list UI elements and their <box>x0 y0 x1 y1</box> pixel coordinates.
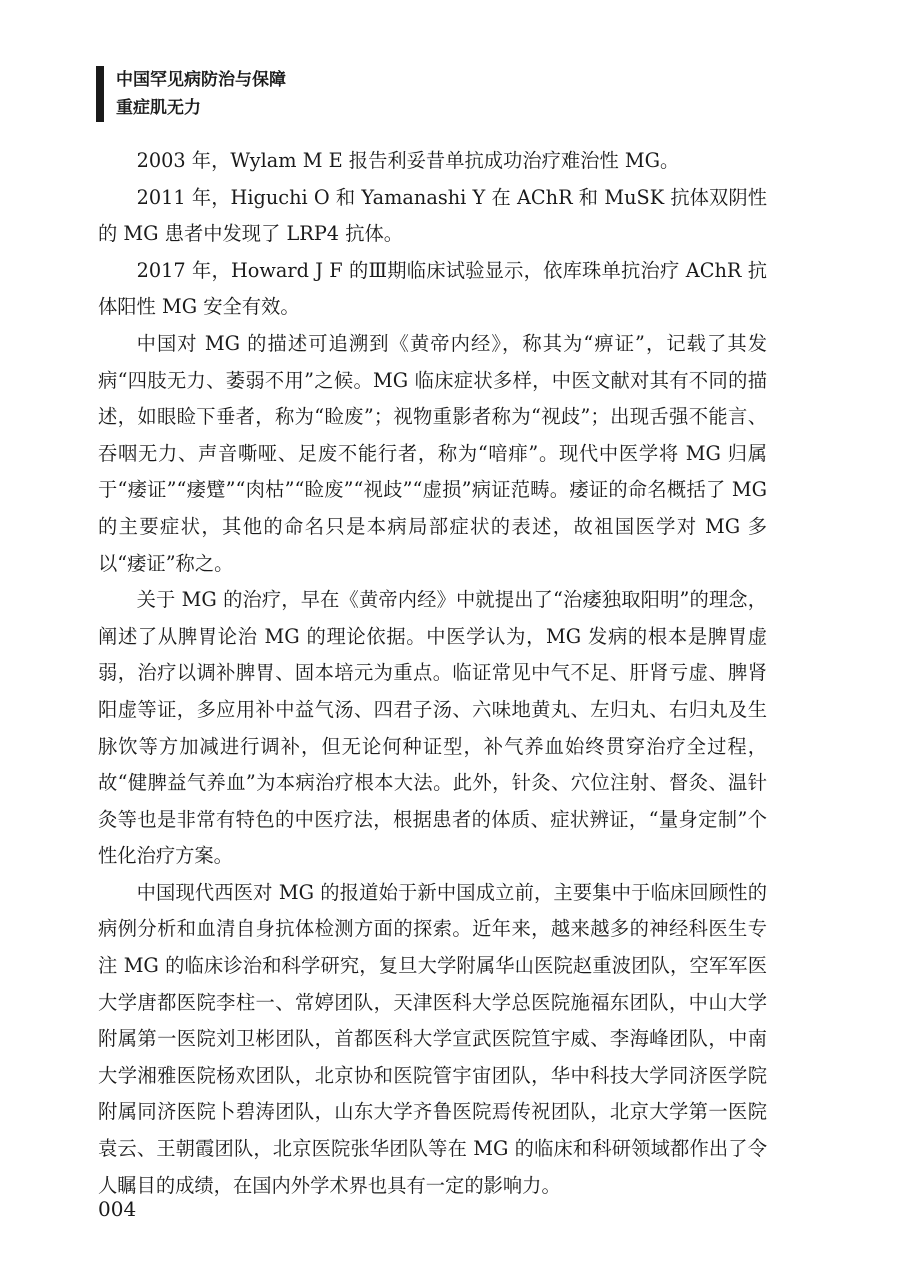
paragraph-2017: 2017 年，Howard J F 的Ⅲ期临床试验显示，依库珠单抗治疗 AChR 抗体阳性 MG 安全有效。 <box>98 258 767 319</box>
paragraph-2003: 2003 年，Wylam M E 报告利妥昔单抗成功治疗难治性 MG。 <box>136 149 680 172</box>
paragraph-modern-medicine: 中国现代西医对 MG 的报道始于新中国成立前，主要集中于临床回顾性的病例分析和血清自身抗体检测方面的探索。近年来，越来越多的神经科医生专注 MG 的临床诊治和科学研究，复旦大学附属华山医院赵重波团队，空军军医大学唐都医院李柱一、常婷团队，天津医科大学总医院施福东团队，中山大学附属第一医院刘卫彬团队，首都医科大学宣武医院笪宇威、李海峰团队，中南大学湘雅医院杨欢团队，北京协和医院管宇宙团队，华中科技大学同济医学院附属同济医院卜碧涛团队，山东大学齐鲁医院焉传祝团队，北京大学第一医院袁云、王朝霞团队，北京医院张华团队等在 MG 的临床和科研领域都作出了令人瞩目的成绩，在国内外学术界也具有一定的影响力。 <box>98 880 767 1197</box>
book-title: 中国罕见病防治与保障 <box>116 70 286 90</box>
header-accent-bar <box>96 66 104 122</box>
body-text <box>98 143 767 1204</box>
paragraph-tcm-description: 中国对 MG 的描述可追溯到《黄帝内经》，称其为“痹证”，记载了其发病“四肢无力、萎弱不用”之候。MG 临床症状多样，中医文献对其有不同的描述，如眼睑下垂者，称为“睑废”；视物重影者称为“视歧”；出现舌强不能言、吞咽无力、声音嘶哑、足废不能行者，称为“喑痱”。现代中医学将 MG 归属于“痿证”“痿躄”“肉枯”“睑废”“视歧”“虚损”病证范畴。痿证的命名概括了 MG 的主要症状，其他的命名只是本病局部症状的表述，故祖国医学对 MG 多以“痿证”称之。 <box>98 331 767 575</box>
page-number: 004 <box>98 1197 137 1221</box>
running-header <box>96 66 286 122</box>
chapter-title: 重症肌无力 <box>116 98 201 118</box>
header-text-block <box>116 66 286 122</box>
paragraph-tcm-treatment: 关于 MG 的治疗，早在《黄帝内经》中就提出了“治痿独取阳明”的理念，阐述了从脾胃论治 MG 的理论依据。中医学认为，MG 发病的根本是脾胃虚弱，治疗以调补脾胃、固本培元为重点。临证常见中气不足、肝肾亏虚、脾肾阳虚等证，多应用补中益气汤、四君子汤、六味地黄丸、左归丸、右归丸及生脉饮等方加减进行调补，但无论何种证型，补气养血始终贯穿治疗全过程，故“健脾益气养血”为本病治疗根本大法。此外，针灸、穴位注射、督灸、温针灸等也是非常有特色的中医疗法，根据患者的体质、症状辨证，“量身定制”个性化治疗方案。 <box>98 588 767 868</box>
paragraph-2011: 2011 年，Higuchi O 和 Yamanashi Y 在 AChR 和 MuSK 抗体双阴性的 MG 患者中发现了 LRP4 抗体。 <box>98 185 767 246</box>
